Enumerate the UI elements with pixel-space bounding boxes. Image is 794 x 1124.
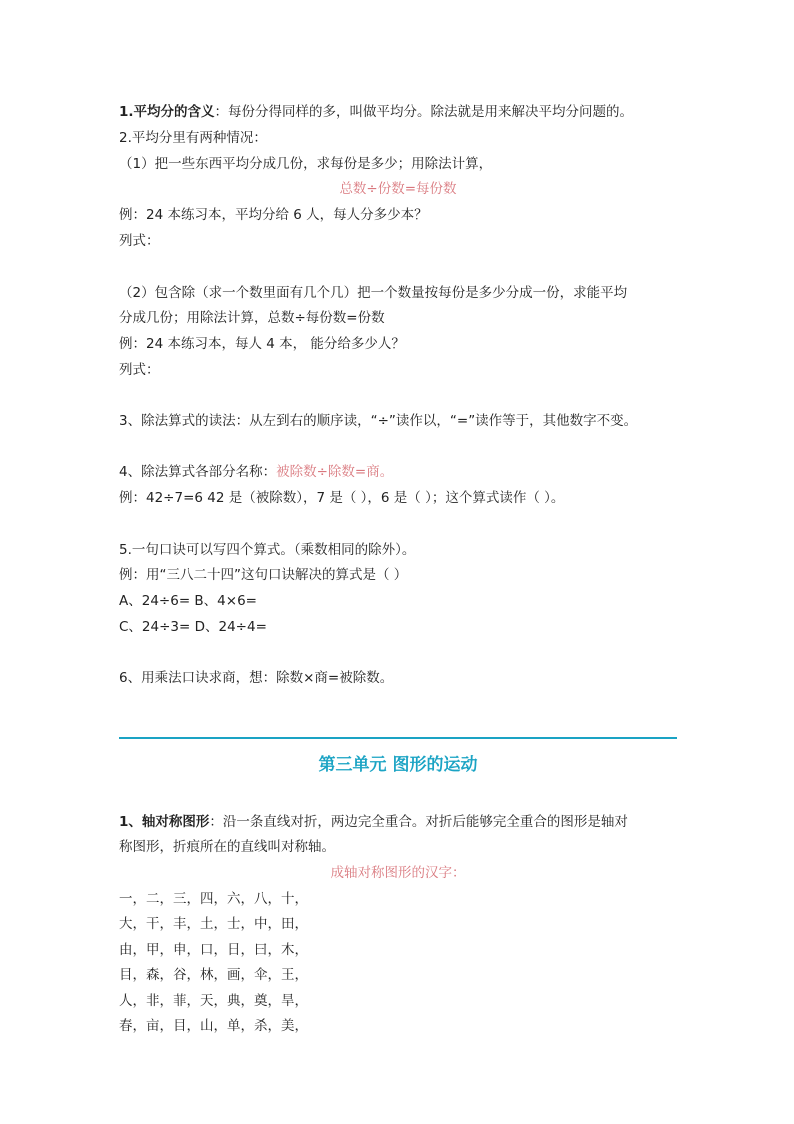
char-row: 一，二，三，四，六，八，十，	[119, 891, 308, 907]
symmetry-text-b: 称图形，折痕所在的直线叫对称轴。	[119, 839, 335, 855]
four-equations-rule: 5.一句口诀可以写四个算式。（乘数相同的除外）。	[119, 542, 416, 558]
definition-label: 1.平均分的含义	[119, 104, 215, 120]
case-2-text-b: 分成几份；用除法计算，总数÷每份数=份数	[119, 310, 385, 326]
options-c-d: C、24÷3= D、24÷4=	[119, 619, 267, 635]
symmetry-definition-line	[119, 811, 684, 833]
char-row: 由，甲，申，口，日，曰，木，	[119, 942, 308, 958]
case-2-text-a: （2）包含除（求一个数里面有几个几）把一个数量按每份是多少分成一份，求能平均	[119, 285, 628, 301]
char-row: 春，亩，目，山，单，杀，美，	[119, 1018, 308, 1034]
options-a-b: A、24÷6= B、4×6=	[119, 593, 257, 609]
symmetry-label: 1、轴对称图形	[119, 814, 210, 830]
symmetric-chars-heading: 成轴对称图形的汉字：	[330, 865, 466, 881]
symmetry-text-a: ：沿一条直线对折，两边完全重合。对折后能够完全重合的图形是轴对	[209, 814, 628, 830]
case-1-text: （1）把一些东西平均分成几份，求每份是多少；用除法计算，	[119, 156, 493, 172]
example-3: 例：42÷7=6 42 是（被除数），7 是（ ），6 是（ ）；这个算式读作（ ）。	[119, 490, 565, 506]
division-parts-formula: 被除数÷除数=商。	[276, 464, 394, 480]
char-row: 目，森，谷，林，画，伞，王，	[119, 967, 308, 983]
char-row: 大，干，丰，土，士，中，田，	[119, 916, 308, 932]
example-4: 例：用“三八二十四”这句口诀解决的算式是（ ）	[119, 567, 408, 583]
example-1: 例：24 本练习本，平均分给 6 人，每人分多少本？	[119, 207, 428, 223]
unit-divider	[119, 737, 677, 739]
unit-3-title: 第三单元 图形的运动	[318, 755, 478, 775]
equation-label-1: 列式：	[119, 233, 160, 249]
multiplication-quotient-rule: 6、用乘法口诀求商，想：除数×商=被除数。	[119, 670, 394, 686]
equation-label-2: 列式：	[119, 362, 160, 378]
char-row: 人，非，菲，天，典，奠，旱，	[119, 993, 308, 1009]
definition-line	[119, 101, 684, 123]
division-reading-rule: 3、除法算式的读法：从左到右的顺序读，“÷”读作以，“=”读作等于，其他数字不变。	[119, 413, 638, 429]
division-parts-line	[119, 461, 684, 483]
definition-text: ：每份分得同样的多，叫做平均分。除法就是用来解决平均分问题的。	[214, 104, 634, 120]
example-2: 例：24 本练习本，每人 4 本， 能分给多少人？	[119, 336, 405, 352]
cases-intro: 2.平均分里有两种情况：	[119, 130, 267, 146]
formula-total-div-parts: 总数÷份数=每份数	[339, 181, 457, 197]
division-parts-prefix: 4、除法算式各部分名称：	[119, 464, 277, 480]
